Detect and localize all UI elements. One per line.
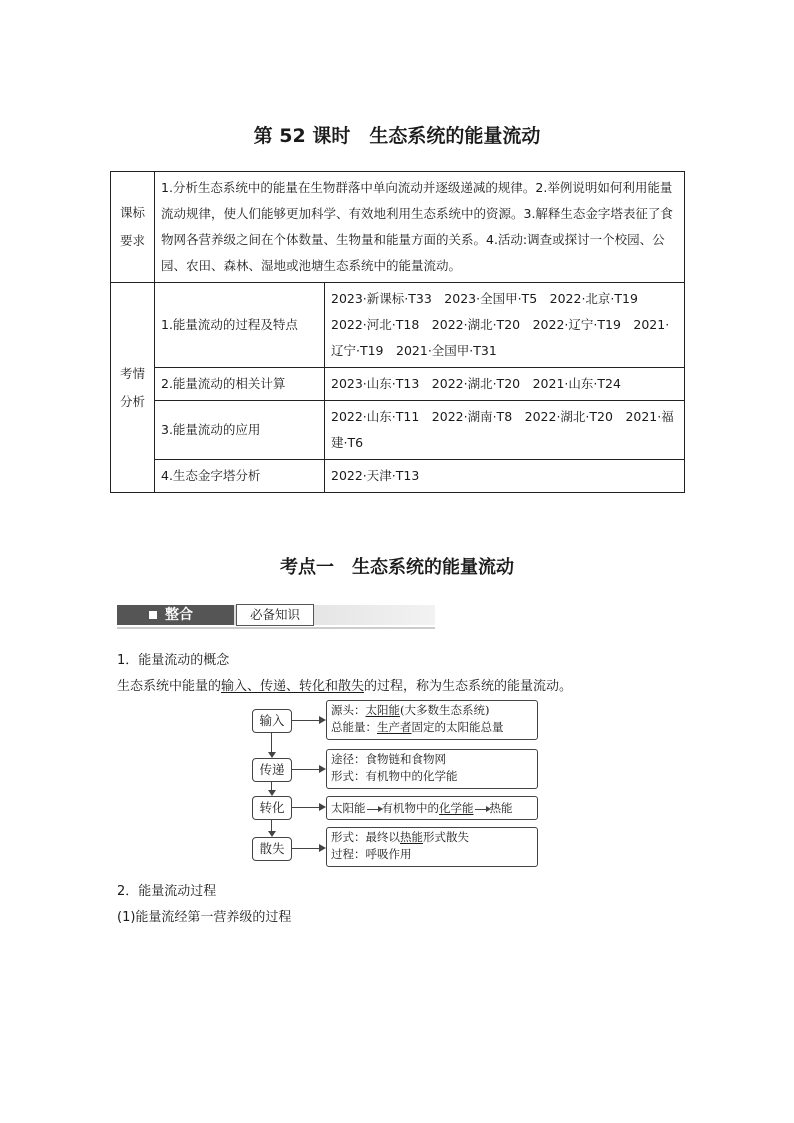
banner-right-label: 必备知识 [236,604,314,626]
connector-line [292,848,320,849]
topic-cell: 3.能量流动的应用 [155,401,325,460]
text: 有机物中的 [381,801,439,815]
banner-underline [117,627,435,629]
arrow-down-icon [268,831,276,837]
connector-line [292,807,320,808]
card-dissipate [326,827,538,867]
connector-line [292,769,320,770]
table-row [111,460,685,493]
text: 形式：有机物中的化学能 [331,769,458,783]
requirements-table [110,171,685,493]
source-cell: 2023·山东·T13 2022·湖北·T20 2021·山东·T24 [325,368,685,401]
connector-line [271,733,272,752]
arrow-right-icon [367,809,381,810]
arrow-right-icon [319,716,326,724]
source-cell: 2022·天津·T13 [325,460,685,493]
text: 形式：最终以 [331,830,400,844]
standard-text: 1.分析生态系统中的能量在生物群落中单向流动并逐级递减的规律。2.举例说明如何利用能量流动规律，使人们能够更加科学、有效地利用生态系统中的资源。3.解释生态金字塔表征了食物网各营养级之间在个体数量、生物量和能量方面的关系。4.活动:调查或探讨一个校园、公园、农田、森林、湿地或池塘生态系统中的能量流动。 [155,172,685,283]
arrow-down-icon [268,790,276,796]
text: 总能量： [331,720,377,734]
text-pre: 生态系统中能量的 [117,679,222,694]
card-convert [326,796,538,820]
arrow-right-icon [319,803,326,811]
page-title: 第 52 课时 生态系统的能量流动 [253,125,541,147]
table-row [111,283,685,368]
table-row [111,401,685,460]
arrow-right-icon [475,809,489,810]
analysis-label: 考情分析 [111,283,155,493]
topic-cell: 2.能量流动的相关计算 [155,368,325,401]
text: 太阳能 [331,801,366,815]
point2-heading: 2．能量流动过程 [117,884,217,899]
node-transfer: 传递 [252,758,292,782]
card-transfer [326,749,538,789]
energy-flow-diagram [252,700,544,870]
topic-cell: 1.能量流动的过程及特点 [155,283,325,368]
node-dissipate: 散失 [252,837,292,861]
connector-line [292,720,320,721]
text-post: 的过程，称为生态系统的能量流动。 [364,679,573,694]
text: 形式散失 [423,830,469,844]
arrow-right-icon [319,765,326,773]
source-cell: 2023·新课标·T33 2023·全国甲·T5 2022·北京·T19 2022·河北·T18 2022·湖北·T20 2022·辽宁·T19 2021·辽宁·T19 2021·全国甲·T31 [325,283,685,368]
connector-line [271,782,272,790]
table-row [111,172,685,283]
banner-left-label: 整合 [165,607,193,623]
text: 途径：食物链和食物网 [331,752,446,766]
underlined-term: 输入、传递、转化和散失 [221,679,365,694]
table-row [111,368,685,401]
standard-label: 课标要求 [111,172,155,283]
node-input: 输入 [252,709,292,733]
text: 源头： [331,703,366,717]
topic-cell: 4.生态金字塔分析 [155,460,325,493]
source-cell: 2022·山东·T11 2022·湖南·T8 2022·湖北·T20 2021·福建·T6 [325,401,685,460]
text: 过程：呼吸作用 [331,847,412,861]
arrow-right-icon [319,844,326,852]
point1-heading: 1．能量流动的概念 [117,653,230,668]
section-title: 考点一 生态系统的能量流动 [280,557,514,578]
square-icon [149,611,157,619]
underlined-term: 热能 [400,830,423,844]
arrow-down-icon [268,752,276,758]
point1-text [117,675,572,694]
section-banner [117,603,435,629]
point2-subheading: (1)能量流经第一营养级的过程 [117,910,292,925]
connector-line [271,820,272,831]
node-convert: 转化 [252,796,292,820]
text: (大多数生态系统) [400,703,490,717]
underlined-term: 太阳能 [365,703,400,717]
text: 热能 [489,801,513,815]
text: 固定的太阳能总量 [411,720,504,734]
banner-dark [117,605,234,625]
underlined-term: 生产者 [377,720,412,734]
card-input [326,700,538,740]
underlined-term: 化学能 [439,801,474,815]
